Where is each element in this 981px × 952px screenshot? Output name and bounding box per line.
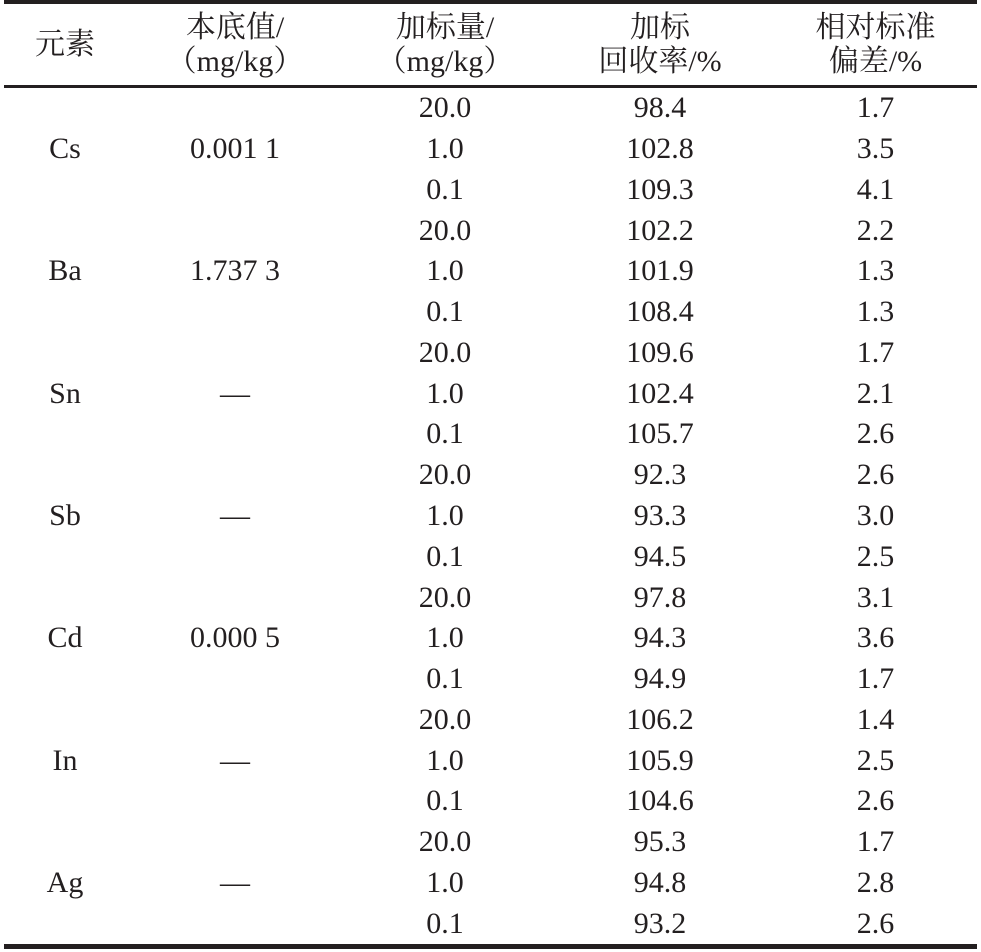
relative-std-dev: 1.7 [856,825,895,859]
recovery-rate: 93.3 [633,498,687,532]
table-row [0,414,981,455]
element-name: Sn [49,376,81,410]
spike-amount: 20.0 [418,91,472,125]
spike-amount: 20.0 [418,458,472,492]
background-value: — [220,743,250,777]
relative-std-dev: 4.1 [856,172,895,206]
recovery-rate: 105.7 [626,417,694,451]
table-row [0,373,981,414]
background-value: — [220,865,250,899]
recovery-rate: 105.9 [626,743,694,777]
relative-std-dev: 2.8 [856,865,895,899]
relative-std-dev: 2.5 [856,539,895,573]
relative-std-dev: 2.6 [856,417,895,451]
recovery-rate: 102.8 [626,132,694,166]
relative-std-dev: 1.4 [856,702,895,736]
relative-std-dev: 3.6 [856,621,895,655]
spike-amount: 1.0 [426,254,464,288]
header-rsd: 相对标准 偏差/% [815,10,936,78]
bottom-rule [4,944,977,949]
relative-std-dev: 2.6 [856,906,895,940]
table-row [0,496,981,537]
spike-amount: 0.1 [426,172,464,206]
relative-std-dev: 2.5 [856,743,895,777]
header-spike-amount: 加标量/ （mg/kg） [376,10,514,78]
element-group [0,210,981,332]
background-value: 0.001 1 [190,132,280,166]
table-row [0,618,981,659]
table-header [0,4,981,85]
table-row [0,129,981,170]
element-name: Ba [48,254,82,288]
element-name: Ag [46,865,84,899]
relative-std-dev: 3.0 [856,498,895,532]
recovery-rate: 94.9 [633,662,687,696]
background-value: 1.737 3 [190,254,280,288]
spike-amount: 1.0 [426,743,464,777]
spike-amount: 0.1 [426,295,464,329]
header-recovery: 加标 回收率/% [598,10,722,78]
element-name: Cd [47,621,83,655]
table-row [0,822,981,863]
recovery-rate: 104.6 [626,784,694,818]
table-row [0,781,981,822]
spike-amount: 0.1 [426,539,464,573]
relative-std-dev: 2.2 [856,213,895,247]
table-row [0,210,981,251]
spike-amount: 1.0 [426,376,464,410]
element-group [0,455,981,577]
table-row [0,862,981,903]
relative-std-dev: 1.7 [856,91,895,125]
spike-amount: 1.0 [426,498,464,532]
background-value: — [220,498,250,532]
spike-amount: 0.1 [426,662,464,696]
spike-amount: 0.1 [426,417,464,451]
spike-amount: 1.0 [426,621,464,655]
table-row [0,292,981,333]
table-row [0,903,981,944]
recovery-rate: 94.8 [633,865,687,899]
element-group [0,699,981,821]
table-row [0,170,981,211]
recovery-rate: 102.4 [626,376,694,410]
spike-amount: 20.0 [418,580,472,614]
element-name: Sb [49,498,81,532]
recovery-rate: 102.2 [626,213,694,247]
spike-amount: 20.0 [418,702,472,736]
recovery-rate: 97.8 [633,580,687,614]
element-group [0,577,981,699]
table-row [0,333,981,374]
table-row [0,699,981,740]
spike-amount: 20.0 [418,213,472,247]
recovery-rate: 92.3 [633,458,687,492]
relative-std-dev: 1.7 [856,662,895,696]
recovery-rate: 106.2 [626,702,694,736]
recovery-rate: 94.3 [633,621,687,655]
table-row [0,88,981,129]
spike-amount: 20.0 [418,335,472,369]
table-row [0,659,981,700]
table-body [0,88,981,944]
relative-std-dev: 2.6 [856,784,895,818]
spike-amount: 1.0 [426,865,464,899]
recovery-rate: 108.4 [626,295,694,329]
element-group [0,822,981,944]
table-row [0,740,981,781]
relative-std-dev: 1.3 [856,295,895,329]
recovery-rate: 109.6 [626,335,694,369]
header-element: 元素 [35,27,95,61]
recovery-rate: 101.9 [626,254,694,288]
table-row [0,536,981,577]
relative-std-dev: 1.3 [856,254,895,288]
recovery-rate: 94.5 [633,539,687,573]
spike-amount: 0.1 [426,784,464,818]
relative-std-dev: 3.1 [856,580,895,614]
spike-amount: 1.0 [426,132,464,166]
recovery-rate: 93.2 [633,906,687,940]
table-row [0,455,981,496]
relative-std-dev: 3.5 [856,132,895,166]
header-background-value: 本底值/ （mg/kg） [166,10,304,78]
element-group [0,333,981,455]
table-row [0,251,981,292]
element-name: In [52,743,78,777]
recovery-rate: 95.3 [633,825,687,859]
relative-std-dev: 2.1 [856,376,895,410]
element-group [0,88,981,210]
relative-std-dev: 2.6 [856,458,895,492]
recovery-rate: 98.4 [633,91,687,125]
table-row [0,577,981,618]
background-value: 0.000 5 [190,621,280,655]
background-value: — [220,376,250,410]
recovery-rate: 109.3 [626,172,694,206]
spike-amount: 20.0 [418,825,472,859]
spike-amount: 0.1 [426,906,464,940]
element-name: Cs [49,132,81,166]
relative-std-dev: 1.7 [856,335,895,369]
